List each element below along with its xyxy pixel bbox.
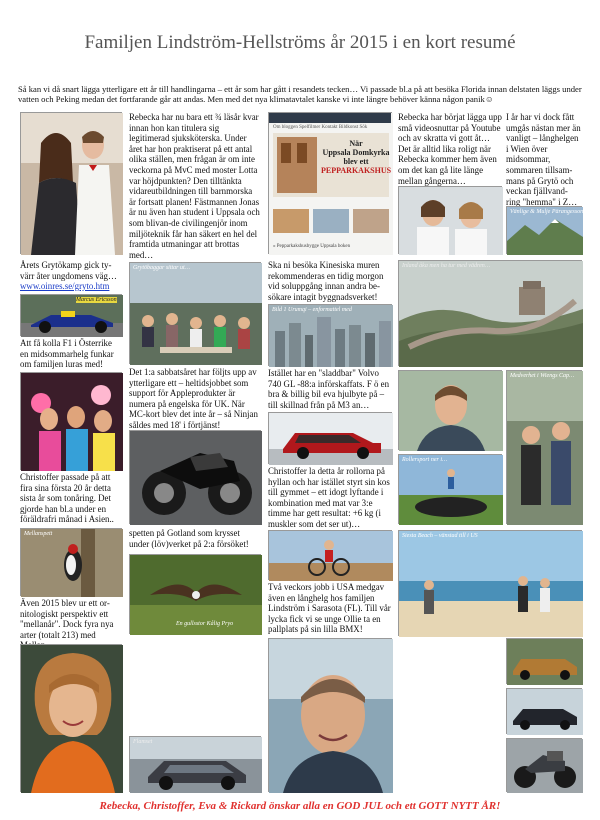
photo-wien-group: [506, 370, 582, 524]
photo-beach: [398, 530, 582, 636]
photo-eva: [20, 644, 122, 792]
caption-eagle: En gullsstor Kålig Pryo: [176, 621, 234, 627]
gym-text: Christoffer la detta år rollorna på hyllan och har istället styrt sin kos till gymmet – ett idogt lyftande i kombination med mat var 3:e timme har gett resultat: +6 kg (i muskler som det ser ut)…: [268, 466, 390, 529]
photo-dark-car: [506, 688, 582, 734]
youtube-text: Rebecka har börjat lägga upp små videosnuttar på Youtube och av skratta vi gott åt… Det är alltid lika roligt när Rebecka kommer hem även om det kan gå lite länge mellan gångerna…: [398, 112, 502, 186]
volvo-text: Istället har en "sladdbar" Volvo 740 GL -88:a införskaffats. F ö en bra & billig bil eva hjulbyte på – till skillnad från på M3 an…: [268, 368, 390, 410]
caption-roller: Rollersport ner i…: [402, 457, 448, 463]
wien-text: I år har vi dock fått umgås nästan mer än vanligt – långhelgen i Wien över midsommar, sommaren tillsam-mans på Grytö och veckan fjällvand-ring "hemma" i Z…: [506, 112, 581, 207]
caption-wien: Medverhet i Wiengs Cap…: [510, 373, 575, 379]
photo-bmx: [268, 530, 392, 580]
caption-vasterfjall: Vänlige & Mulje Pärangesson: [510, 209, 584, 215]
usa-text: Två veckors jobb i USA medgav även en långhelg hos familjen Lindström i Sarasota (FL). Till vår lycka fick vi se unge Ollie ta en pallplats på sin lilla BMX!: [268, 582, 391, 635]
caption-kina: Bild 1 Urumqi – enformattel med: [272, 307, 352, 313]
website-footer: « Pepparkakshusbygge Uppsala boken: [273, 244, 351, 249]
kina-text: Ska ni besöka Kinesiska muren rekommenderas en tidig morgon vid soluppgång innan andra be-sökare intagit byggnadsverket!: [268, 260, 384, 302]
caption-marcus: Marcus Ericsson: [76, 297, 117, 303]
photo-motorcycle: [129, 430, 261, 524]
caption-mellanspett: Mellanspett: [24, 531, 53, 537]
eva-text: [129, 638, 261, 734]
website-screenshot: [268, 112, 392, 254]
gotland-text: spetten på Gotland som krysset under (löv)verket på 2:a försöket!: [129, 528, 249, 549]
photo-party: [20, 372, 122, 470]
photo-city: [268, 304, 392, 366]
photo-adventure-bike: [506, 738, 582, 792]
gryto-link[interactable]: www.oinres.se/gryto.htm: [20, 281, 110, 291]
website-headline: När Uppsala Domkyrka blev ett PEPPARKAKSHUS: [321, 139, 392, 175]
caption-siesta: Siesta Beach – vänstad till i US: [402, 533, 478, 539]
photo-rickard: [268, 638, 392, 792]
photo-f1-car: [20, 294, 122, 336]
caption-flamset: Flamset: [133, 739, 153, 745]
photo-nurses: [398, 186, 502, 254]
photo-couple: [20, 112, 122, 254]
photo-grytobaggar: [129, 262, 261, 364]
photo-great-wall: [398, 260, 582, 366]
rickard-text: [398, 638, 502, 790]
photo-christoffer: [398, 370, 502, 450]
photo-trampoline: [398, 454, 502, 524]
website-nav: Om bloggen Spelfilmer Kontakt Bildkonst Sök: [273, 125, 368, 130]
sabbatsaret-text: Det 1:a sabbatsåret har följts upp av ytterligare ett – heltidsjobbet som support för Appleprodukter är numera på engelska för UK. När MC-kort blev det inte år – så Ninjan såldes med 18' i förtjänst!: [129, 367, 258, 430]
photo-volvo: [268, 412, 392, 464]
caption-mur: Inland åka men ha tur med vädren…: [402, 263, 491, 269]
gytokamp-text: Årets Grytökamp gick ty-värr åter ungdomens väg…: [20, 260, 117, 281]
photo-old-car: [506, 638, 582, 684]
photo-woodpecker: [20, 528, 122, 596]
rebecka-text: Rebecka har nu bara ett ¾ läsår kvar innan hon kan titulera sig legitimerad sjuksköterska. Under året har hon praktiserat på ett antal olika ställen, men frågan är om inte veckorna på MvC med moster Lotta var höjdpunkten? Den tilltänkta vidareutbildningen till barnmorska är fortsatt planen! Fästmannen Jonas är nu även han student i Uppsala och som blivan-de civilingenjör inom miljöteknik får han säkert en hel del framtida utmaningar att brottas med…: [129, 112, 260, 260]
photo-mountains: [506, 206, 582, 254]
christoffer-text: Christoffer passade på att fira sina första 20 år detta sista år som tonåring. Det gjorde han bl.a under en föräldrafri månad i Asien..: [20, 472, 114, 525]
intro-text: Så kan vi då snart lägga ytterligare ett år till handlingarna – ett år som har gått i resandets tecken… Vi passade bl.a på att besöka Florida innan delstaten läggs under vatten och Peking medan det fortfarande går att andas. Men med det nya klimatavtalet kanske vi inte längre behöver känna någon panik☺: [18, 84, 582, 104]
holiday-greeting: Rebecka, Christoffer, Eva & Rickard önskar alla en GOD JUL och ett GOTT NYTT ÅR!: [99, 800, 501, 812]
page-title: Familjen Lindström-Hellströms år 2015 i en kort resumé: [84, 32, 516, 53]
photo-bmw: [129, 736, 261, 792]
photo-eagle: [129, 554, 261, 634]
birds-text: Även 2015 blev ur ett or-nitologiskt perspektiv ett "mellanår". Dock fyra nya arter (totalt 213) med: [20, 598, 114, 640]
caption-grytobaggar: Grytöbaggar sittar ut…: [133, 265, 191, 271]
f1-text: Att få kolla F1 i Österrike en midsommarhelg funkar om familjen luras med!: [20, 338, 114, 370]
